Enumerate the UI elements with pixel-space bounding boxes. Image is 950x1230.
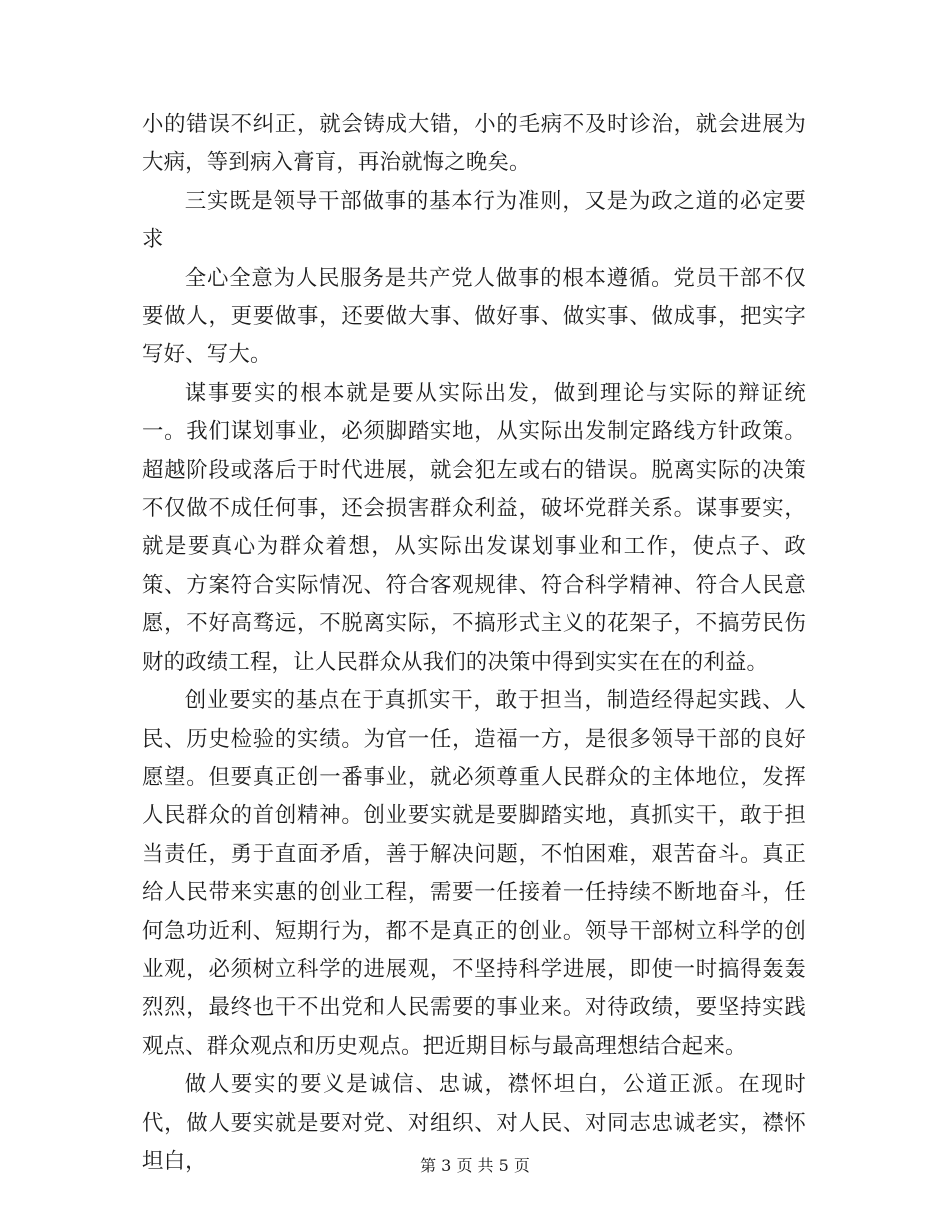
paragraph: 全心全意为人民服务是共产党人做事的根本遵循。党员干部不仅要做人，更要做事，还要做大事、做好事、做实事、做成事，把实字写好、写大。 — [142, 265, 806, 368]
page-number-footer: 第 3 页 共 5 页 — [420, 1156, 530, 1175]
paragraph: 做人要实的要义是诚信、忠诚，襟怀坦白，公道正派。在现时代，做人要实就是要对党、对组织、对人民、对同志忠诚老实，襟怀坦白， — [142, 1072, 806, 1174]
section-heading: 三实既是领导干部做事的基本行为准则，又是为政之道的必定要求 — [142, 188, 806, 253]
paragraph-continued: 小的错误不纠正，就会铸成大错，小的毛病不及时诊治，就会进展为大病，等到病入膏肓，再治就悔之晚矣。 — [142, 112, 806, 176]
document-body — [142, 106, 806, 1181]
paragraph: 谋事要实的根本就是要从实际出发，做到理论与实际的辩证统一。我们谋划事业，必须脚踏实地，从实际出发制定路线方针政策。超越阶段或落后于时代进展，就会犯左或右的错误。脱离实际的决策不仅做不成任何事，还会损害群众利益，破坏党群关系。谋事要实，就是要真心为群众着想，从实际出发谋划事业和工作，使点子、政策、方案符合实际情况、符合客观规律、符合科学精神、符合人民意愿，不好高骛远，不脱离实际，不搞形式主义的花架子，不搞劳民伤财的政绩工程，让人民群众从我们的决策中得到实实在在的利益。 — [142, 380, 806, 675]
paragraph: 创业要实的基点在于真抓实干，敢于担当，制造经得起实践、人民、历史检验的实绩。为官一任，造福一方，是很多领导干部的良好愿望。但要真正创一番事业，就必须尊重人民群众的主体地位，发挥人民群众的首创精神。创业要实就是要脚踏实地，真抓实干，敢于担当责任，勇于直面矛盾，善于解决问题，不怕困难，艰苦奋斗。真正给人民带来实惠的创业工程，需要一任接着一任持续不断地奋斗，任何急功近利、短期行为，都不是真正的创业。领导干部树立科学的创业观，必须树立科学的进展观，不坚持科学进展，即使一时搞得轰轰烈烈，最终也干不出党和人民需要的事业来。对待政绩，要坚持实践观点、群众观点和历史观点。把近期目标与最高理想结合起来。 — [142, 688, 806, 1059]
